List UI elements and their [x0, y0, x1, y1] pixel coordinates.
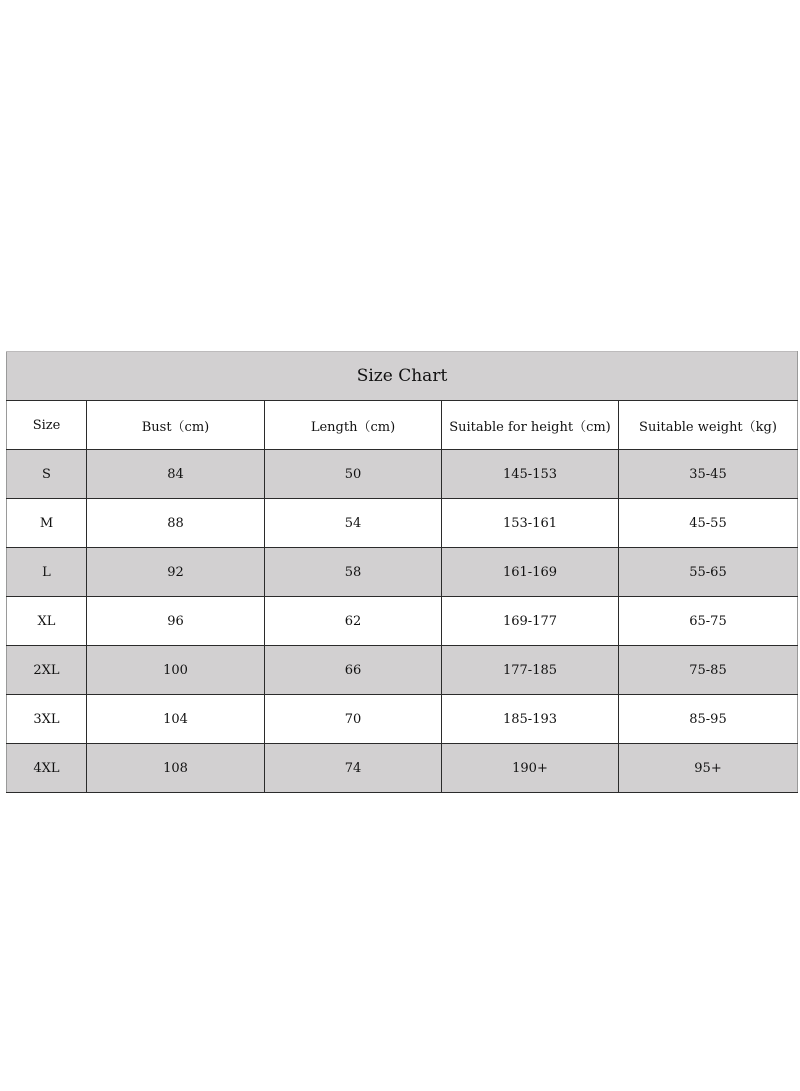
cell-bust: 104: [87, 695, 265, 744]
cell-height: 185-193: [442, 695, 619, 744]
cell-size: 3XL: [7, 695, 87, 744]
header-length: Length（cm): [265, 401, 442, 450]
cell-weight: 75-85: [619, 646, 798, 695]
cell-weight: 45-55: [619, 499, 798, 548]
cell-bust: 108: [87, 744, 265, 793]
cell-length: 70: [265, 695, 442, 744]
cell-bust: 100: [87, 646, 265, 695]
table-row: [7, 744, 798, 793]
cell-size: L: [7, 548, 87, 597]
table-row: [7, 450, 798, 499]
title-row: [7, 352, 798, 401]
cell-weight: 95+: [619, 744, 798, 793]
size-chart-table: [6, 351, 798, 793]
header-weight: Suitable weight（kg): [619, 401, 798, 450]
cell-size: S: [7, 450, 87, 499]
cell-weight: 85-95: [619, 695, 798, 744]
cell-weight: 65-75: [619, 597, 798, 646]
cell-length: 58: [265, 548, 442, 597]
cell-length: 62: [265, 597, 442, 646]
header-row: [7, 401, 798, 450]
table-row: [7, 646, 798, 695]
cell-bust: 84: [87, 450, 265, 499]
cell-height: 161-169: [442, 548, 619, 597]
cell-height: 190+: [442, 744, 619, 793]
cell-height: 169-177: [442, 597, 619, 646]
header-height: Suitable for height（cm): [442, 401, 619, 450]
chart-title: Size Chart: [7, 352, 798, 401]
table-row: [7, 597, 798, 646]
cell-bust: 96: [87, 597, 265, 646]
table-row: [7, 695, 798, 744]
header-size: Size: [7, 401, 87, 450]
header-bust: Bust（cm): [87, 401, 265, 450]
cell-bust: 92: [87, 548, 265, 597]
cell-length: 66: [265, 646, 442, 695]
table-row: [7, 499, 798, 548]
cell-length: 50: [265, 450, 442, 499]
cell-size: XL: [7, 597, 87, 646]
cell-size: 4XL: [7, 744, 87, 793]
cell-height: 145-153: [442, 450, 619, 499]
cell-bust: 88: [87, 499, 265, 548]
cell-weight: 35-45: [619, 450, 798, 499]
cell-height: 153-161: [442, 499, 619, 548]
cell-size: 2XL: [7, 646, 87, 695]
cell-length: 54: [265, 499, 442, 548]
cell-length: 74: [265, 744, 442, 793]
cell-weight: 55-65: [619, 548, 798, 597]
table-row: [7, 548, 798, 597]
cell-height: 177-185: [442, 646, 619, 695]
cell-size: M: [7, 499, 87, 548]
